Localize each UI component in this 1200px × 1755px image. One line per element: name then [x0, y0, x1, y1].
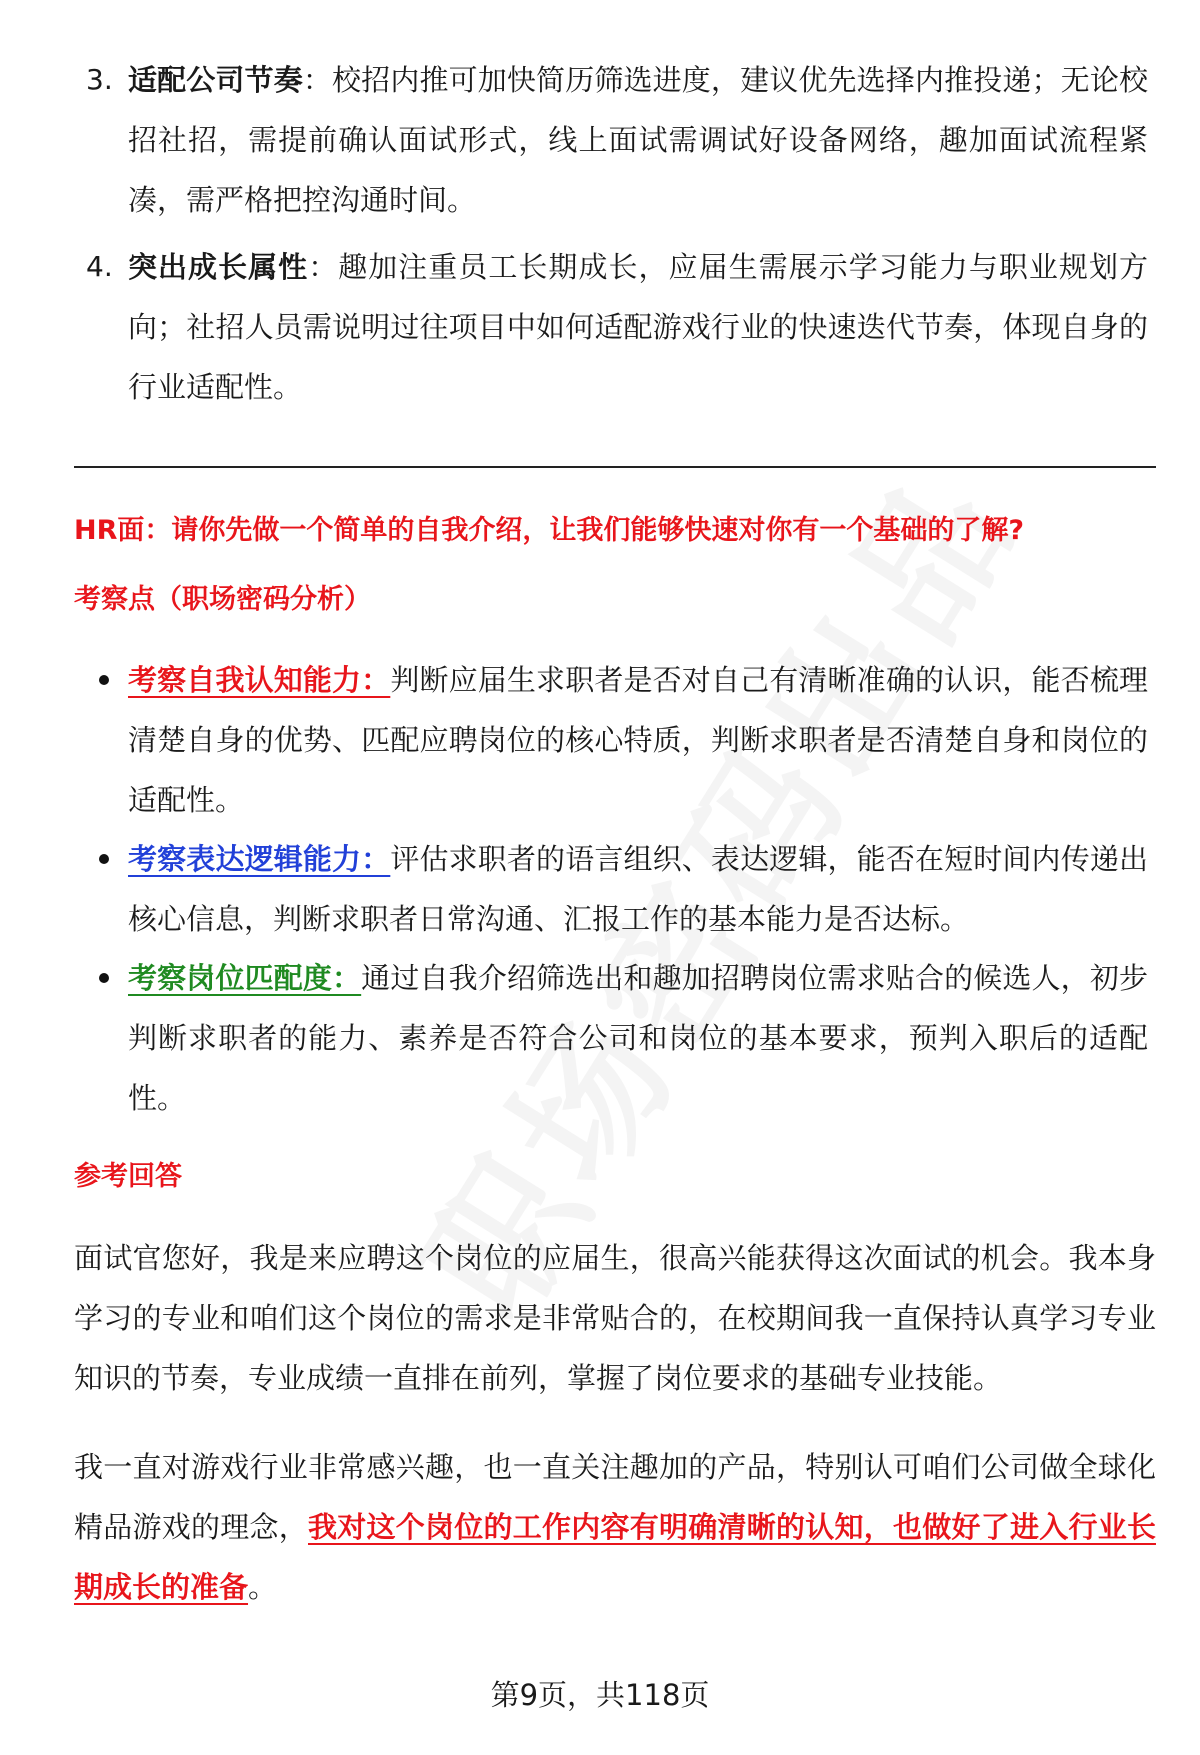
answer-paragraph-1: 面试官您好，我是来应聘这个岗位的应届生，很高兴能获得这次面试的机会。我本身学习的专业和咱们这个岗位的需求是非常贴合的，在校期间我一直保持认真学习专业知识的节奏，专业成绩一直排在前列，掌握了岗位要求的基础专业技能。 [74, 1241, 1156, 1395]
analysis-text [128, 948, 1148, 1128]
analysis-tag: 考察表达逻辑能力： [128, 842, 391, 876]
analysis-heading: 考察点（职场密码分析） [74, 584, 371, 615]
answer-paragraph-2 [74, 1437, 1156, 1617]
bullet-dot [99, 854, 109, 864]
item-text [128, 237, 1148, 417]
answer-heading: 参考回答 [74, 1161, 182, 1192]
interview-question: HR面：请你先做一个简单的自我介绍，让我们能够快速对你有一个基础的了解? [74, 515, 1025, 546]
bullet-dot [99, 973, 109, 983]
analysis-text [128, 829, 1148, 949]
bullet-dot [99, 675, 109, 685]
item-colon: ： [308, 250, 339, 284]
item-colon: ： [302, 63, 333, 97]
item-text [128, 50, 1148, 230]
section-divider [74, 466, 1156, 468]
analysis-body: 通过自我介绍筛选出和趣加招聘岗位需求贴合的候选人，初步判断求职者的能力、素养是否符合公司和岗位的基本要求，预判入职后的适配性。 [128, 961, 1148, 1115]
answer-highlight: 我对这个岗位的工作内容有明确清晰的认知，也做好了进入行业长期成长的准备 [74, 1510, 1156, 1604]
answer-plain-text: 我一直对游戏行业非常感兴趣，也一直关注趣加的产品，特别认可咱们公司做全球化精品游戏的理念， [74, 1450, 1156, 1544]
answer-end-punct: 。 [248, 1570, 278, 1604]
item-title: 突出成长属性 [128, 250, 309, 284]
item-body: 趣加注重员工长期成长，应届生需展示学习能力与职业规划方向；社招人员需说明过往项目中如何适配游戏行业的快速迭代节奏，体现自身的行业适配性。 [128, 250, 1148, 404]
page-number: 第9页，共118页 [490, 1678, 710, 1712]
item-body: 校招内推可加快简历筛选进度，建议优先选择内推投递；无论校招社招，需提前确认面试形式，线上面试需调试好设备网络，趣加面试流程紧凑，需严格把控沟通时间。 [128, 63, 1148, 217]
analysis-tag: 考察岗位匹配度： [128, 961, 362, 995]
analysis-tag: 考察自我认知能力： [128, 663, 391, 697]
analysis-body: 判断应届生求职者是否对自己有清晰准确的认识，能否梳理清楚自身的优势、匹配应聘岗位的核心特质，判断求职者是否清楚自身和岗位的适配性。 [128, 663, 1148, 817]
item-number: 3. [86, 63, 113, 96]
analysis-text [128, 650, 1148, 830]
item-number: 4. [86, 250, 113, 283]
analysis-body: 评估求职者的语言组织、表达逻辑，能否在短时间内传递出核心信息，判断求职者日常沟通、汇报工作的基本能力是否达标。 [128, 842, 1148, 936]
item-title: 适配公司节奏 [128, 63, 303, 97]
